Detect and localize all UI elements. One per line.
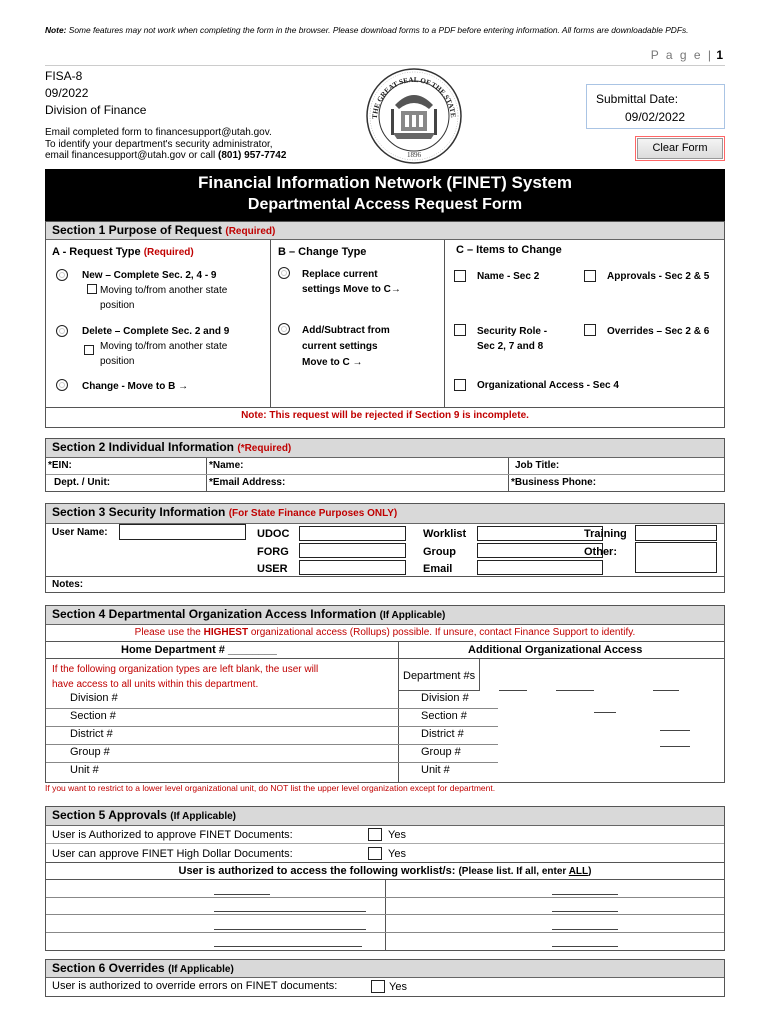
delete-moving-label-2: position (100, 356, 135, 367)
contact-line-2: To identify your department's security administrator, (45, 138, 273, 150)
page-number: 1 (716, 48, 723, 62)
auth-docs-label: User is Authorized to approve FINET Documents: (52, 829, 293, 841)
home-org-level-field[interactable]: Group # (70, 746, 110, 758)
form-id: FISA-8 (45, 69, 83, 83)
override-yes: Yes (389, 981, 407, 993)
high-dollar-yes: Yes (388, 848, 406, 860)
email-label: Email (423, 563, 453, 575)
checkbox-approvals[interactable] (584, 270, 596, 282)
additional-access-label: Additional Organizational Access (468, 644, 643, 656)
checkbox-new-moving[interactable] (87, 284, 97, 294)
training-label: Training (584, 528, 627, 540)
worklist-all: ALL (568, 866, 589, 877)
restrict-note: If you want to restrict to a lower level organizational unit, do NOT list the upper level organization except for department. (45, 783, 496, 793)
udoc-input[interactable] (299, 526, 406, 541)
udoc-label: UDOC (257, 528, 290, 540)
page-indicator (651, 48, 723, 62)
user-input[interactable] (299, 560, 406, 575)
state-seal-icon (365, 67, 463, 165)
worklist-input-2[interactable] (386, 880, 724, 897)
section-4-instructions (46, 627, 724, 638)
radio-delete-label: Delete – Complete Sec. 2 and 9 (82, 326, 230, 337)
other-label: Other: (584, 545, 617, 558)
checkbox-name[interactable] (454, 270, 466, 282)
note-label: Note: (45, 25, 67, 35)
checkbox-org-access[interactable] (454, 379, 466, 391)
group-label: Group (423, 545, 456, 558)
col-a-label: A - Request Type (52, 246, 144, 258)
section-2-required: (*Required) (237, 443, 292, 454)
section-9-note: Note: This request will be rejected if Section 9 is incomplete. (241, 410, 529, 421)
clear-form-button-frame (635, 136, 725, 161)
add-label-3: Move to C → (302, 357, 363, 368)
section-4-sub: (If Applicable) (379, 610, 446, 621)
section-1-required: (Required) (225, 226, 276, 237)
section-4-header (46, 606, 724, 625)
add-label-2: current settings (302, 341, 378, 352)
title-line-1: Financial Information Network (FINET) System (197, 173, 573, 192)
col-c-label: C – Items to Change (456, 244, 562, 256)
section-2 (45, 438, 725, 492)
checkbox-overrides[interactable] (584, 324, 596, 336)
section-1 (45, 221, 725, 428)
submittal-date-box (586, 84, 725, 129)
worklist-heading-text: User is authorized to access the following worklist/s: (178, 865, 459, 877)
checkbox-delete-moving[interactable] (84, 345, 94, 355)
checkbox-security-role[interactable] (454, 324, 466, 336)
worklist-heading (46, 865, 724, 877)
section-4 (45, 605, 725, 783)
page-label: P a g e | (650, 48, 713, 62)
addl-org-level-field[interactable]: Section # (421, 710, 467, 722)
browser-note (45, 25, 745, 35)
form-title (45, 169, 725, 221)
blank-note-1: If the following organization types are left blank, the user will (52, 664, 319, 675)
radio-change-label: Change - Move to B → (82, 381, 189, 392)
section-3-title: Section 3 Security Information (52, 505, 229, 519)
worklist-input-1[interactable] (46, 880, 385, 897)
add-label-1: Add/Subtract from (302, 325, 390, 336)
replace-label-2: settings Move to C→ (302, 284, 401, 295)
dept-unit-field[interactable]: Dept. / Unit: (54, 477, 111, 488)
addl-org-level-field[interactable]: District # (421, 728, 464, 740)
worklist-label: Worklist (423, 528, 467, 540)
radio-add-subtract[interactable] (278, 323, 290, 335)
new-moving-label-2: position (100, 300, 135, 311)
radio-delete[interactable] (56, 325, 68, 337)
name-field[interactable]: *Name: (209, 460, 244, 471)
forg-input[interactable] (299, 543, 406, 558)
home-department-field[interactable]: Home Department # ________ (121, 644, 277, 656)
section-5-sub: (If Applicable) (170, 811, 237, 822)
form-header-info (45, 68, 146, 119)
section-6-title: Section 6 Overrides (52, 961, 169, 975)
blank-note-2: have access to all units within this department. (52, 679, 259, 690)
home-org-level-field[interactable]: District # (70, 728, 113, 740)
section-5 (45, 806, 725, 951)
addl-org-level-field[interactable]: Division # (421, 692, 469, 704)
clear-form-button[interactable]: Clear Form (637, 138, 723, 159)
section-6-sub: (If Applicable) (168, 964, 234, 975)
section-3-required: (For State Finance Purposes ONLY) (228, 508, 398, 519)
business-phone-field[interactable]: *Business Phone: (511, 477, 597, 488)
checkbox-approvals-label: Approvals - Sec 2 & 5 (607, 271, 710, 282)
department-numbers-label: Department #s (403, 670, 476, 682)
submittal-date-input[interactable]: 09/02/2022 (625, 110, 686, 124)
col-a-required: (Required) (143, 247, 194, 258)
instr-post: organizational access (Rollups) possible. If unsure, contact Finance Support to identify. (248, 627, 636, 638)
email-address-field[interactable]: *Email Address: (209, 477, 286, 488)
title-line-2: Departmental Access Request Form (247, 196, 523, 213)
other-input[interactable] (635, 542, 717, 573)
worklist-sub: (Please list. If all, enter (458, 866, 569, 877)
contact-line-3: email financesupport@utah.gov or call (45, 150, 219, 161)
section-3-header (46, 504, 724, 524)
radio-new[interactable] (56, 269, 68, 281)
section-3 (45, 503, 725, 593)
new-moving-label: Moving to/from another state (100, 285, 228, 296)
training-input[interactable] (635, 525, 717, 541)
section-1-title: Section 1 Purpose of Request (52, 223, 226, 237)
home-org-level-field[interactable]: Division # (70, 692, 118, 704)
ein-field[interactable]: *EIN: (48, 460, 72, 471)
instr-bold: HIGHEST (203, 627, 249, 638)
radio-change[interactable] (56, 379, 68, 391)
note-text: Some features may not work when completing the form in the browser. Please download forms to a PDF before entering information. All forms are downloadable PDFs. (68, 25, 689, 35)
seal-year: 1896 (407, 151, 421, 159)
section-6-header (46, 960, 724, 978)
user-name-input[interactable] (119, 524, 246, 540)
section-6 (45, 959, 725, 997)
radio-new-label: New – Complete Sec. 2, 4 - 9 (82, 270, 217, 281)
instr-pre: Please use the (134, 627, 204, 638)
security-role-label-1: Security Role - (477, 326, 548, 337)
security-role-label-2: Sec 2, 7 and 8 (477, 341, 544, 352)
job-title-field[interactable]: Job Title: (515, 460, 560, 471)
worklist-close: ) (588, 866, 592, 877)
section-2-title: Section 2 Individual Information (52, 440, 238, 454)
division-name: Division of Finance (45, 103, 147, 117)
checkbox-override[interactable] (371, 980, 385, 993)
contact-phone: (801) 957-7742 (218, 150, 287, 161)
delete-moving-label: Moving to/from another state (100, 341, 228, 352)
user-name-label: User Name: (52, 527, 108, 538)
addl-org-level-field[interactable]: Unit # (421, 764, 450, 776)
user-label: USER (257, 563, 288, 575)
section-4-title: Section 4 Departmental Organization Access Information (52, 607, 380, 621)
seal-text: THE GREAT SEAL OF THE STATE (370, 75, 458, 120)
addl-org-level-field[interactable]: Group # (421, 746, 461, 758)
forg-label: FORG (257, 545, 289, 558)
checkbox-org-access-label: Organizational Access - Sec 4 (477, 380, 619, 391)
section-5-title: Section 5 Approvals (52, 808, 171, 822)
email-input[interactable] (477, 560, 603, 575)
checkbox-high-dollar[interactable] (368, 847, 382, 860)
home-org-level-field[interactable]: Section # (70, 710, 116, 722)
checkbox-overrides-label: Overrides – Sec 2 & 6 (607, 326, 710, 337)
contact-line-1: Email completed form to financesupport@utah.gov. (45, 127, 272, 138)
state-seal (365, 67, 463, 165)
checkbox-name-label: Name - Sec 2 (477, 271, 540, 282)
section-1-header (46, 222, 724, 240)
replace-label-1: Replace current (302, 269, 378, 280)
checkbox-auth-docs[interactable] (368, 828, 382, 841)
section-2-header (46, 439, 724, 458)
section-5-header (46, 807, 724, 826)
form-date: 09/2022 (45, 86, 89, 100)
col-b-label: B – Change Type (278, 246, 367, 258)
contact-info (45, 127, 286, 162)
home-org-level-field[interactable]: Unit # (70, 764, 99, 776)
submittal-label: Submittal Date: (596, 92, 679, 106)
high-dollar-label: User can approve FINET High Dollar Documents: (52, 848, 293, 860)
notes-field[interactable]: Notes: (52, 579, 84, 590)
radio-replace[interactable] (278, 267, 290, 279)
override-label: User is authorized to override errors on FINET documents: (52, 980, 338, 992)
auth-docs-yes: Yes (388, 829, 406, 841)
